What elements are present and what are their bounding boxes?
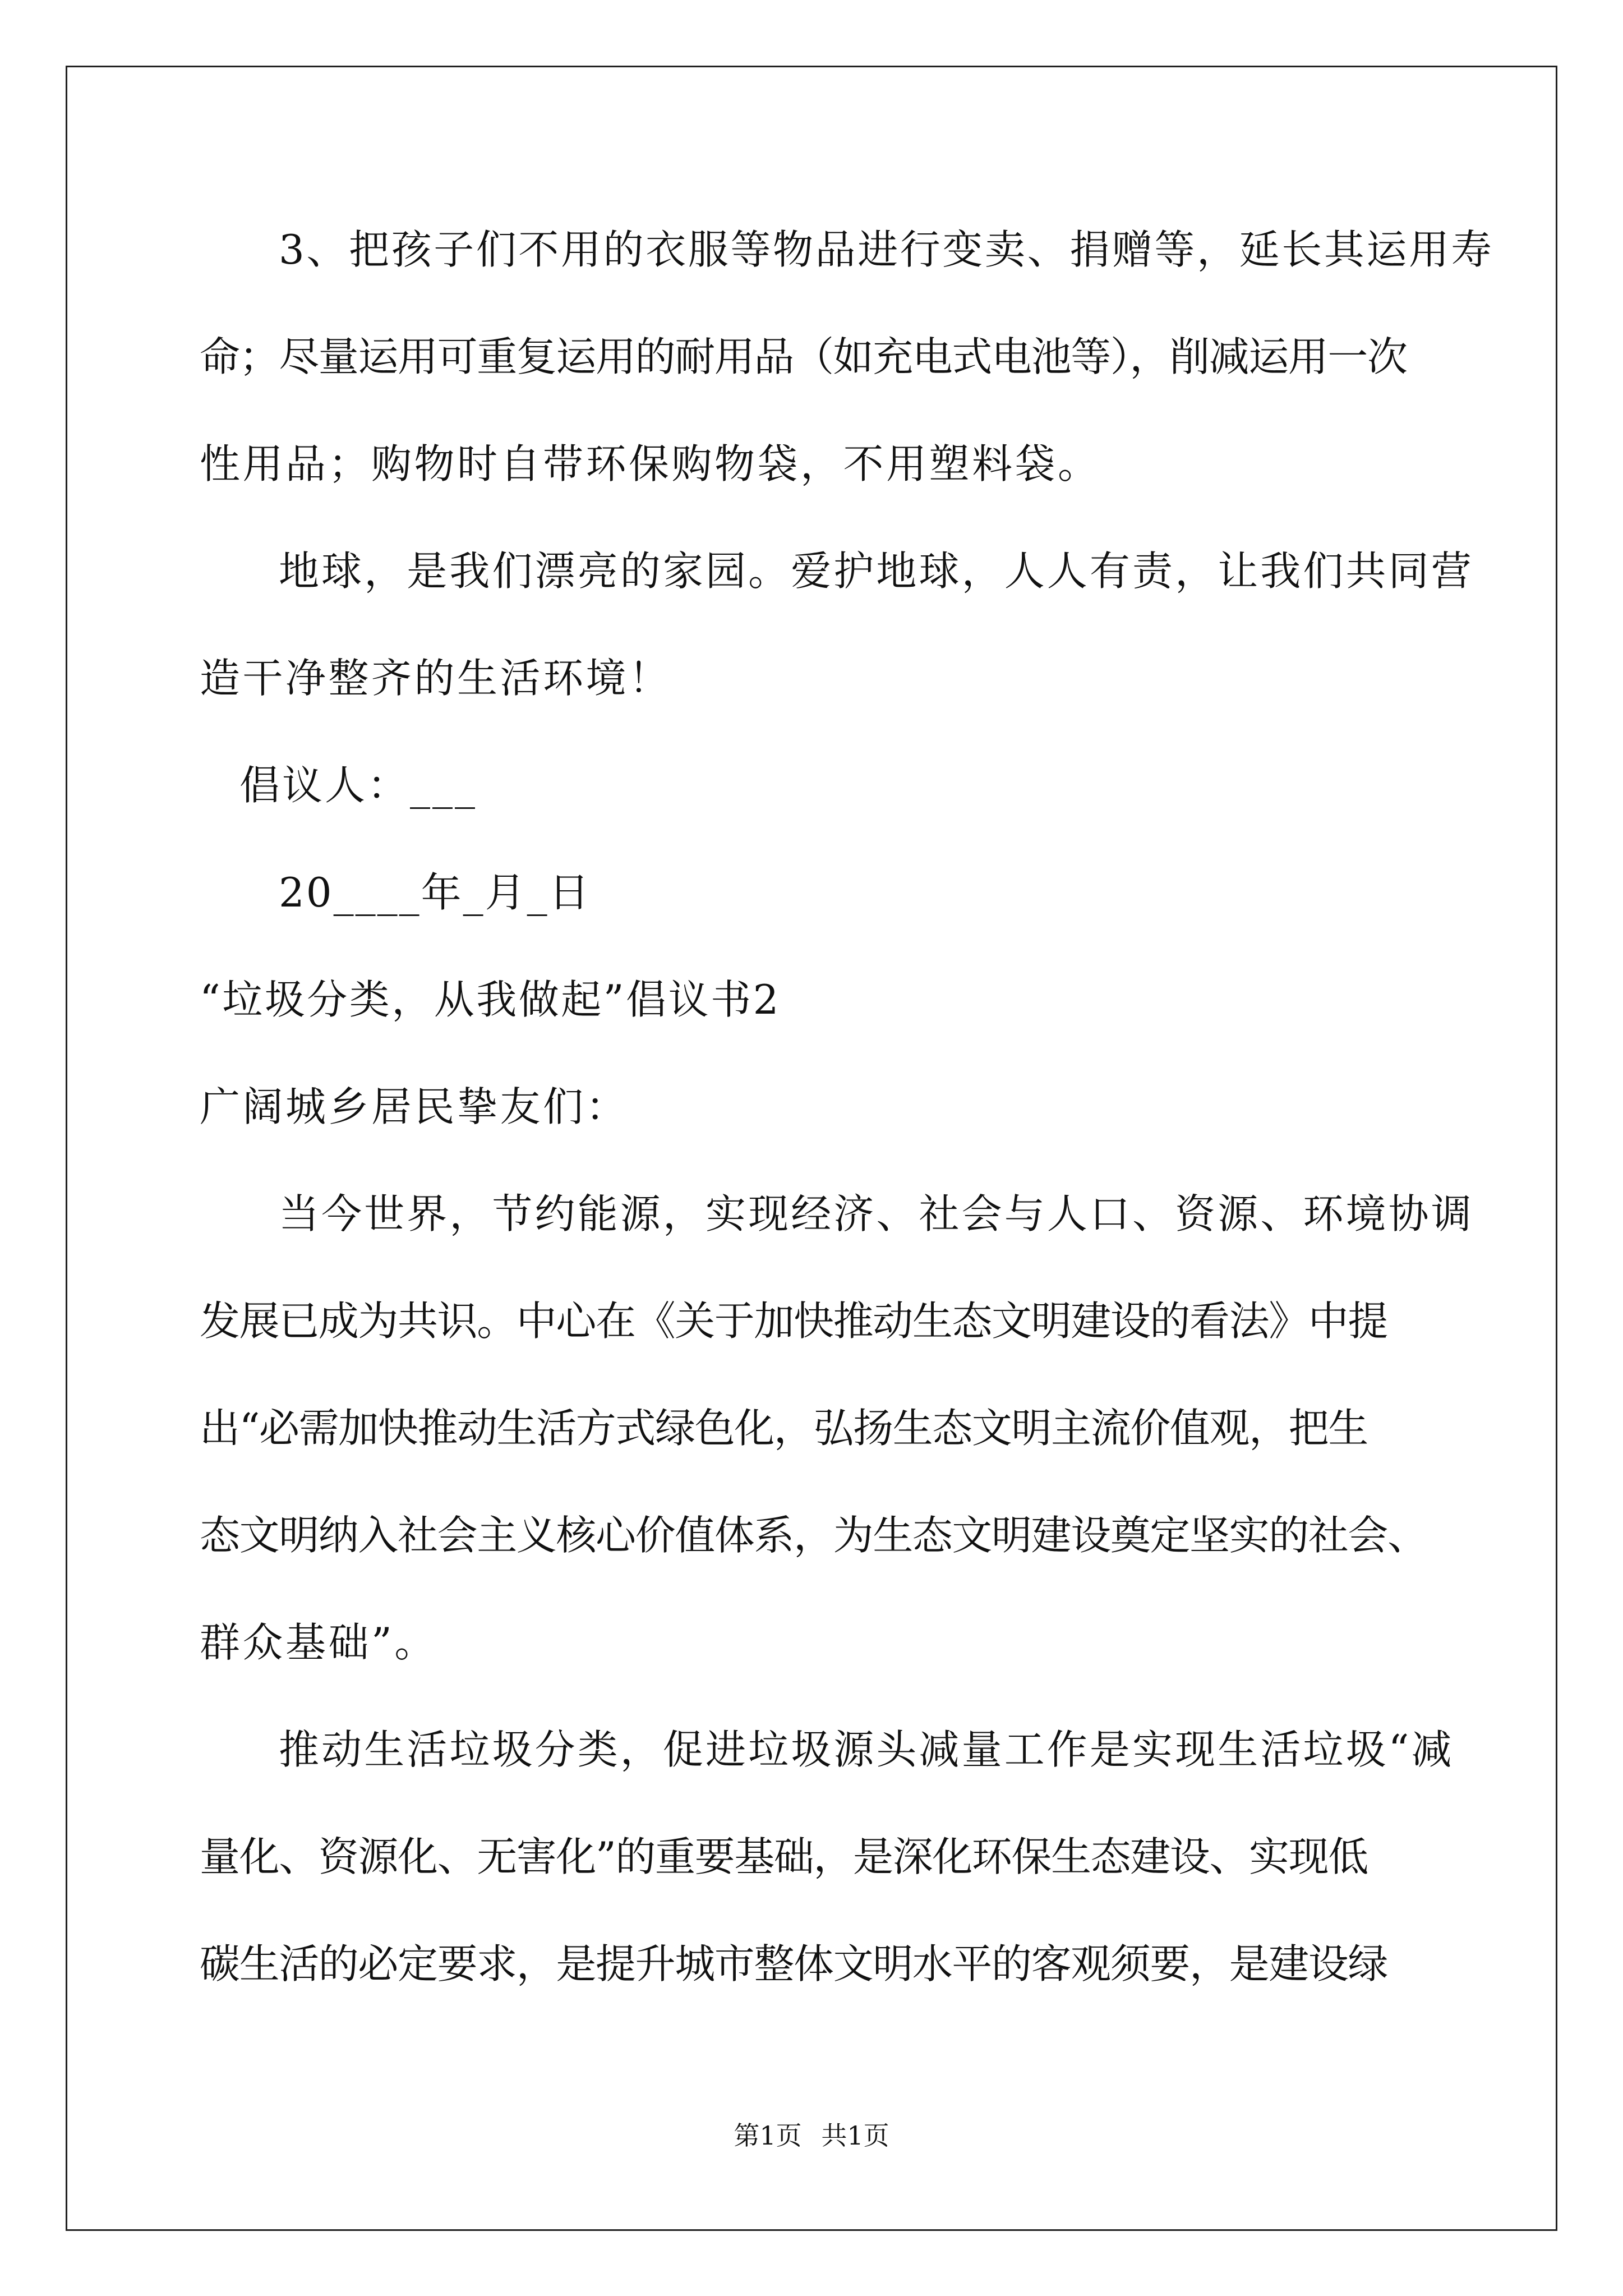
signer-line: 倡议人：___ xyxy=(239,762,478,809)
text-line: 发展已成为共识。中心在《关于加快推动生态文明建设的看法》中提 xyxy=(200,1297,1388,1345)
text-line: 推动生活垃圾分类，促进垃圾源头减量工作是实现生活垃圾“减 xyxy=(279,1726,1454,1773)
text-line: 造干净整齐的生活环境！ xyxy=(200,655,672,702)
text-line: 出“必需加快推动生活方式绿色化，弘扬生态文明主流价值观，把生 xyxy=(200,1405,1368,1452)
text-line: 地球，是我们漂亮的家园。爱护地球，人人有责，让我们共同营 xyxy=(279,547,1474,595)
page-frame xyxy=(66,66,1557,2231)
date-line: 20____年_月_日 xyxy=(279,869,591,916)
text-line: 3、把孩子们不用的衣服等物品进行变卖、捐赠等，延长其运用寿 xyxy=(279,226,1494,273)
text-line: 当今世界，节约能源，实现经济、社会与人口、资源、环境协调 xyxy=(279,1190,1474,1237)
page-footer xyxy=(0,2120,1623,2151)
text-line: 态文明纳入社会主义核心价值体系，为生态文明建设奠定坚实的社会、 xyxy=(200,1512,1427,1559)
salutation: 广阔城乡居民挚友们： xyxy=(200,1083,629,1130)
text-line: 性用品；购物时自带环保购物袋，不用塑料袋。 xyxy=(200,440,1101,487)
page-number: 第1页 xyxy=(734,2120,802,2151)
text-line: 命；尽量运用可重复运用的耐用品（如充电式电池等），削减运用一次 xyxy=(200,333,1407,380)
text-line: 量化、资源化、无害化”的重要基础，是深化环保生态建设、实现低 xyxy=(200,1833,1368,1880)
section-title: “垃圾分类，从我做起”倡议书2 xyxy=(200,976,781,1023)
text-line: 碳生活的必定要求，是提升城市整体文明水平的客观须要，是建设绿 xyxy=(200,1940,1388,1987)
text-line: 群众基础”。 xyxy=(200,1619,437,1666)
page-total: 共1页 xyxy=(821,2120,889,2151)
